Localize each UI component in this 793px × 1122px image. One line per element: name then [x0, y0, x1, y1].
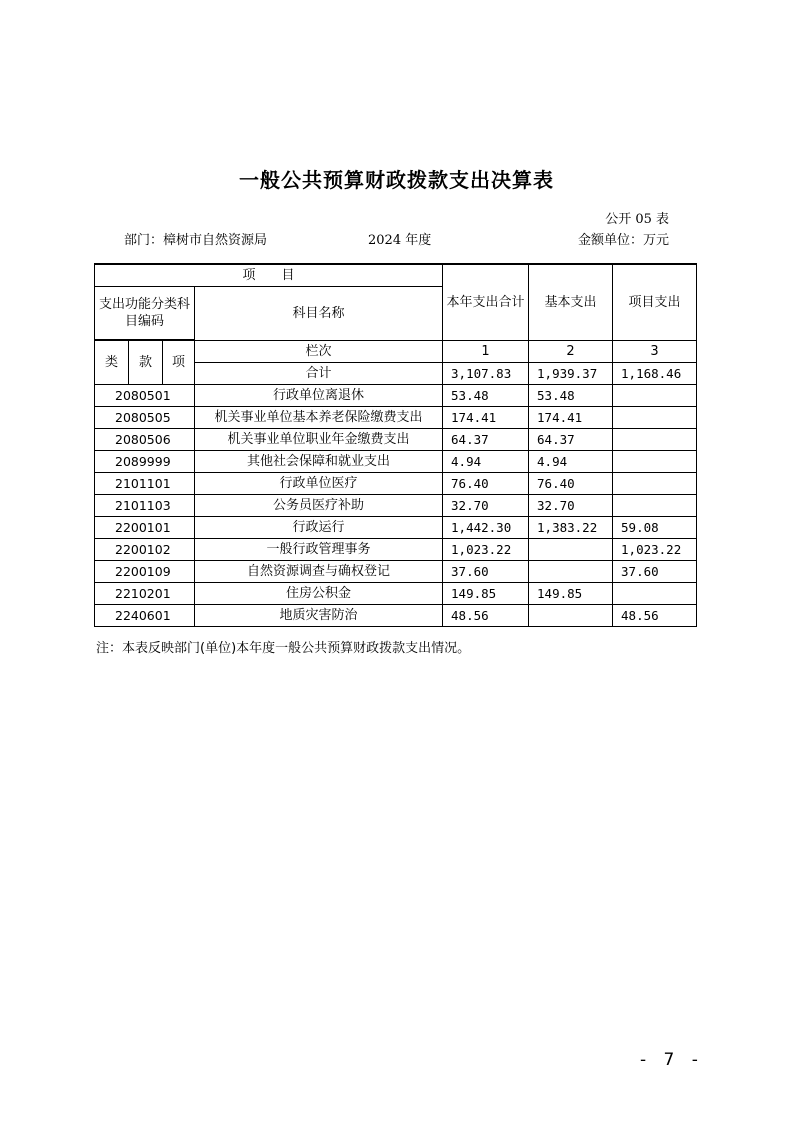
col-index-2: 2: [529, 341, 613, 363]
amount-basic: 149.85: [529, 583, 613, 605]
table-row: [95, 517, 697, 539]
project-header: 项 目: [95, 264, 443, 287]
report-title: 一般公共预算财政拨款支出决算表: [239, 168, 554, 192]
amount-project: [613, 583, 697, 605]
amount-total: 174.41: [443, 407, 529, 429]
table-row: [95, 473, 697, 495]
subject-code: 2200102: [95, 539, 195, 561]
amount-unit: 金额单位：万元: [577, 233, 669, 248]
col-index-1: 1: [443, 341, 529, 363]
amount-basic: [529, 539, 613, 561]
subject-code: 2080506: [95, 429, 195, 451]
subject-name: 行政单位离退休: [195, 385, 443, 407]
subject-code: 2200109: [95, 561, 195, 583]
table-row: [95, 385, 697, 407]
footnote: 注：本表反映部门(单位)本年度一般公共预算财政拨款支出情况。: [96, 641, 471, 656]
amount-total: 53.48: [443, 385, 529, 407]
total-amount: 3,107.83: [443, 363, 529, 385]
form-number: 公开 05 表: [605, 212, 669, 227]
subject-code: 2080501: [95, 385, 195, 407]
expenditure-table: [94, 263, 697, 627]
amount-total: 149.85: [443, 583, 529, 605]
amount-project: [613, 385, 697, 407]
header-row-lanci: [95, 341, 697, 363]
table-row: [95, 583, 697, 605]
amount-total: 76.40: [443, 473, 529, 495]
col-basic-header: 基本支出: [529, 264, 613, 341]
amount-basic: [529, 561, 613, 583]
subject-code: 2101101: [95, 473, 195, 495]
subject-code: 2210201: [95, 583, 195, 605]
amount-basic: 53.48: [529, 385, 613, 407]
xiang-header: 项: [163, 341, 195, 385]
subject-name-header: 科目名称: [195, 287, 443, 341]
table-row: [95, 605, 697, 627]
amount-project: [613, 451, 697, 473]
subject-name: 行政单位医疗: [195, 473, 443, 495]
subject-code: 2101103: [95, 495, 195, 517]
table-row: [95, 539, 697, 561]
amount-project: 59.08: [613, 517, 697, 539]
col-project-header: 项目支出: [613, 264, 697, 341]
table-row: [95, 495, 697, 517]
code-group-header: 支出功能分类科目编码: [95, 287, 195, 340]
amount-total: 4.94: [443, 451, 529, 473]
subject-name: 其他社会保障和就业支出: [195, 451, 443, 473]
amount-basic: 32.70: [529, 495, 613, 517]
amount-basic: 64.37: [529, 429, 613, 451]
amount-total: 32.70: [443, 495, 529, 517]
amount-project: 48.56: [613, 605, 697, 627]
total-project: 1,168.46: [613, 363, 697, 385]
table-row: [95, 429, 697, 451]
lanci-label: 栏次: [195, 341, 443, 363]
department-label: 部门：樟树市自然资源局: [124, 233, 268, 248]
kuan-header: 款: [129, 341, 163, 385]
amount-total: 1,442.30: [443, 517, 529, 539]
table-row: [95, 451, 697, 473]
subject-name: 机关事业单位职业年金缴费支出: [195, 429, 443, 451]
amount-project: 37.60: [613, 561, 697, 583]
subject-code: 2240601: [95, 605, 195, 627]
page-number: - 7 -: [640, 1050, 704, 1070]
fiscal-year: 2024 年度: [368, 233, 432, 248]
subject-name: 公务员医疗补助: [195, 495, 443, 517]
amount-total: 48.56: [443, 605, 529, 627]
amount-basic: 1,383.22: [529, 517, 613, 539]
table-row: [95, 407, 697, 429]
amount-total: 64.37: [443, 429, 529, 451]
amount-basic: 76.40: [529, 473, 613, 495]
total-label: 合计: [195, 363, 443, 385]
subject-name: 自然资源调查与确权登记: [195, 561, 443, 583]
subject-name: 地质灾害防治: [195, 605, 443, 627]
subject-code: 2200101: [95, 517, 195, 539]
total-basic: 1,939.37: [529, 363, 613, 385]
amount-total: 37.60: [443, 561, 529, 583]
amount-project: 1,023.22: [613, 539, 697, 561]
subject-name: 一般行政管理事务: [195, 539, 443, 561]
amount-project: [613, 407, 697, 429]
col-total-header: 本年支出合计: [443, 264, 529, 341]
subject-name: 住房公积金: [195, 583, 443, 605]
header-row-project: [95, 264, 697, 287]
amount-project: [613, 429, 697, 451]
amount-basic: [529, 605, 613, 627]
amount-project: [613, 473, 697, 495]
col-index-3: 3: [613, 341, 697, 363]
subject-code: 2080505: [95, 407, 195, 429]
amount-basic: 4.94: [529, 451, 613, 473]
amount-basic: 174.41: [529, 407, 613, 429]
subject-name: 行政运行: [195, 517, 443, 539]
lei-header: 类: [95, 341, 129, 385]
amount-project: [613, 495, 697, 517]
subject-code: 2089999: [95, 451, 195, 473]
subject-name: 机关事业单位基本养老保险缴费支出: [195, 407, 443, 429]
table-row: [95, 561, 697, 583]
amount-total: 1,023.22: [443, 539, 529, 561]
